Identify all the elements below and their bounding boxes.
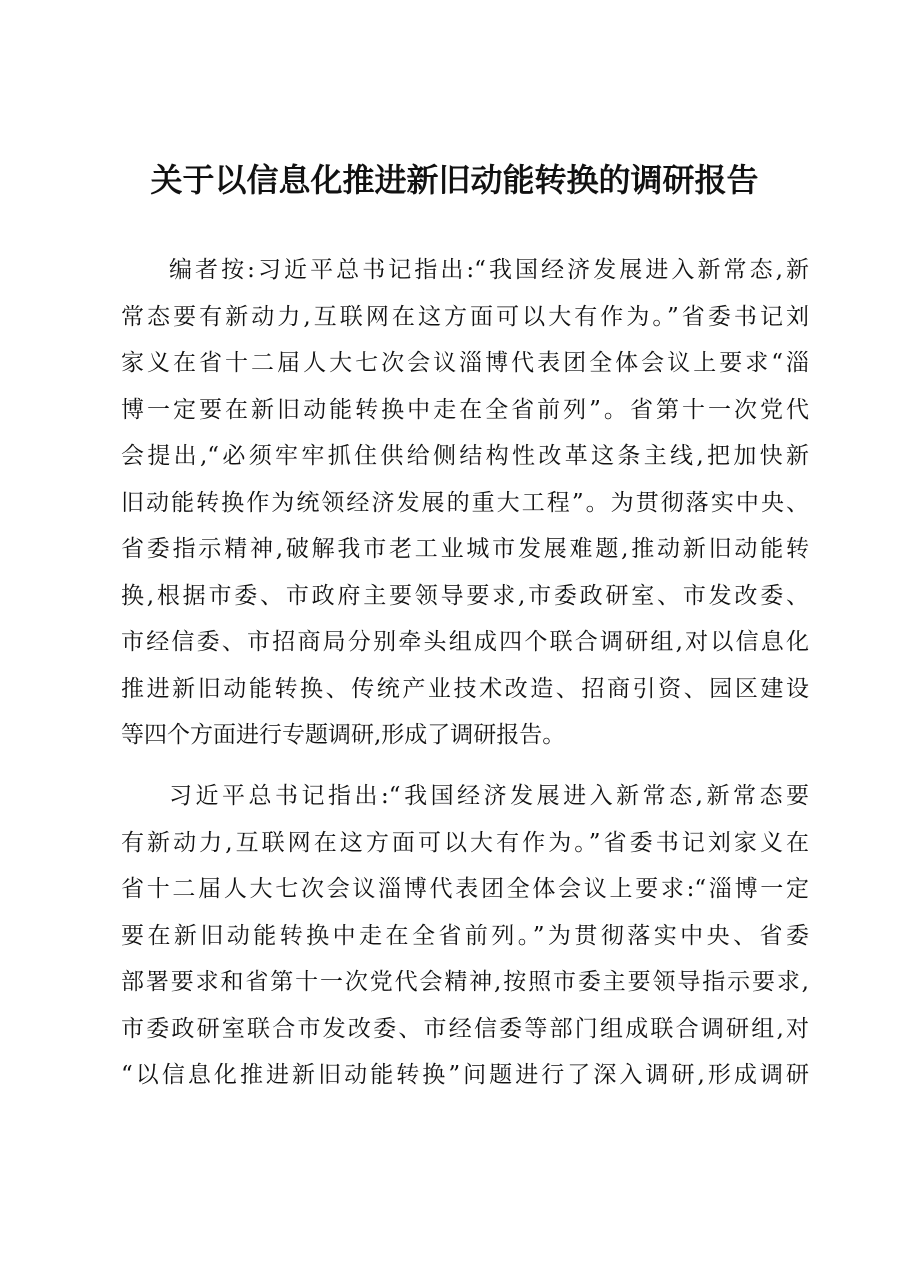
text-line: 市经信委、市招商局分别牵头组成四个联合调研组,对以信息化 — [121, 629, 809, 655]
text-line: 换,根据市委、市政府主要领导要求,市委政研室、市发改委、 — [121, 582, 809, 609]
text-line: 家义在省十二届人大七次会议淄博代表团全体会议上要求“淄 — [121, 350, 809, 376]
text-line: 省十二届人大七次会议淄博代表团全体会议上要求:“淄博一定 — [121, 876, 809, 902]
text-line: 编者按:习近平总书记指出:“我国经济发展进入新常态,新 — [169, 257, 809, 283]
text-line: 省委指示精神,破解我市老工业城市发展难题,推动新旧动能转 — [121, 536, 809, 562]
body-paragraph — [121, 773, 809, 1099]
text-line: “以信息化推进新旧动能转换”问题进行了深入调研,形成调研 — [121, 1062, 809, 1088]
text-line: 等四个方面进行专题调研,形成了调研报告。 — [121, 722, 566, 748]
text-line: 常态要有新动力,互联网在这方面可以大有作为。”省委书记刘 — [121, 303, 809, 330]
text-line: 市委政研室联合市发改委、市经信委等部门组成联合调研组,对 — [121, 1015, 809, 1042]
text-line: 要在新旧动能转换中走在全省前列。”为贯彻落实中央、省委 — [121, 922, 809, 949]
document-title: 关于以信息化推进新旧动能转换的调研报告 — [150, 161, 759, 199]
editor-note-paragraph — [121, 247, 809, 759]
text-line: 博一定要在新旧动能转换中走在全省前列”。省第十一次党代 — [121, 396, 809, 423]
text-line: 会提出,“必须牢牢抓住供给侧结构性改革这条主线,把加快新 — [121, 443, 809, 469]
text-line: 习近平总书记指出:“我国经济发展进入新常态,新常态要 — [169, 783, 809, 809]
text-line: 部署要求和省第十一次党代会精神,按照市委主要领导指示要求, — [121, 969, 809, 995]
text-line: 旧动能转换作为统领经济发展的重大工程”。为贯彻落实中央、 — [121, 489, 809, 516]
text-line: 推进新旧动能转换、传统产业技术改造、招商引资、园区建设 — [121, 675, 809, 702]
text-line: 有新动力,互联网在这方面可以大有作为。”省委书记刘家义在 — [121, 829, 809, 856]
